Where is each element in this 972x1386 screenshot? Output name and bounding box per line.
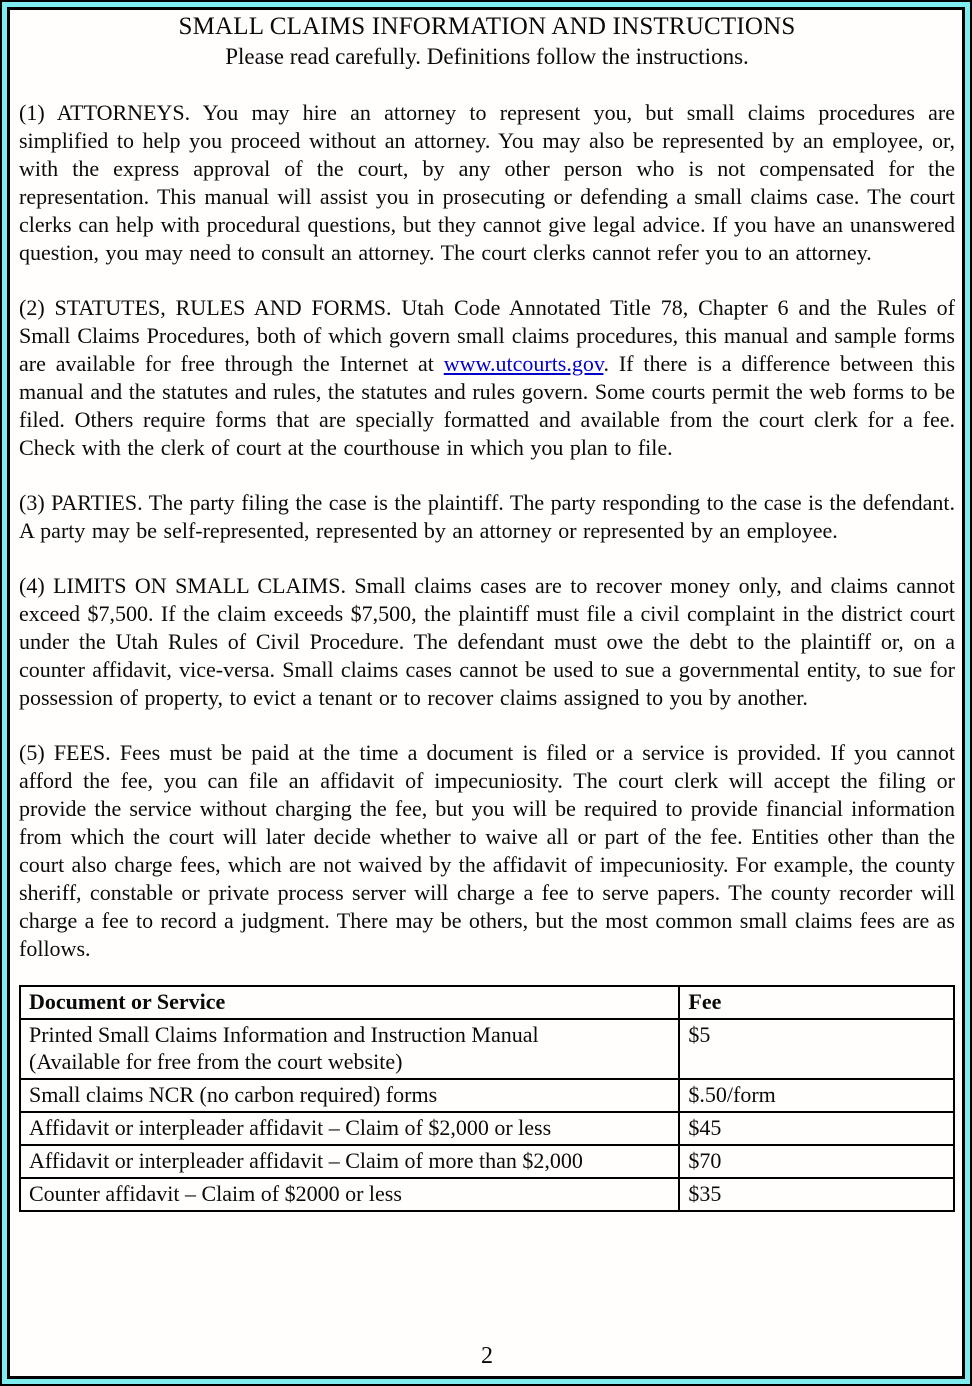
page-subtitle: Please read carefully. Definitions follow the instructions.: [225, 44, 749, 69]
table-row: [20, 1178, 954, 1211]
service-cell: Affidavit or interpleader affidavit – Claim of $2,000 or less: [20, 1112, 679, 1145]
page-title: SMALL CLAIMS INFORMATION AND INSTRUCTIONS: [178, 13, 796, 40]
fee-table: [19, 985, 955, 1212]
paragraph-limits: [19, 572, 955, 712]
service-cell: Affidavit or interpleader affidavit – Claim of more than $2,000: [20, 1145, 679, 1178]
fee-cell: $5: [679, 1019, 954, 1079]
service-note-text: (Available for free from the court website): [29, 1049, 403, 1074]
service-cell: [20, 1019, 679, 1079]
utcourts-gov-link[interactable]: www.utcourts.gov: [443, 351, 604, 376]
paragraph-parties-text: (3) PARTIES. The party filing the case is the plaintiff. The party responding to the case is the defendant. A party may be self-represented, represented by an attorney or represented by an employee.: [19, 490, 955, 543]
page-number: 2: [481, 1343, 493, 1369]
paragraph-limits-text: (4) LIMITS ON SMALL CLAIMS. Small claims cases are to recover money only, and claims cannot exceed $7,500. If the claim exceeds $7,500, the plaintiff must file a civil complaint in the district court under the Utah Rules of Civil Procedure. The defendant must owe the debt to the plaintiff or, on a counter affidavit, vice-versa. Small claims cases cannot be used to sue a governmental entity, to sue for possession of property, to evict a tenant or to recover claims assigned to you by another.: [19, 573, 955, 710]
paragraph-fees: [19, 739, 955, 963]
paragraph-statutes-text-before: (2) STATUTES, RULES AND FORMS. Utah Code Annotated Title 78, Chapter 6 and the Rules of Small Claims Procedures, both of which govern small claims procedures, this manual and sample forms are available for free through the Internet at: [19, 295, 955, 376]
table-row: [20, 1145, 954, 1178]
fee-cell: $70: [679, 1145, 954, 1178]
paragraph-statutes-text-after: . If there is a difference between this manual and the statutes and rules, the statutes and rules govern. Some courts permit the web forms to be filed. Others require forms that are specially formatted and available from the court clerk for a fee. Check with the clerk of court at the courthouse in which you plan to file.: [19, 351, 956, 460]
service-cell: Counter affidavit – Claim of $2000 or less: [20, 1178, 679, 1211]
fee-cell: $45: [679, 1112, 954, 1145]
paragraph-parties: [19, 489, 955, 545]
paragraph-attorneys: [19, 99, 955, 267]
table-row: [20, 1112, 954, 1145]
fee-table-header-row: [20, 986, 954, 1019]
document-header: [19, 12, 955, 72]
paragraph-statutes-rules-forms: [19, 294, 955, 462]
fee-table-header-fee: Fee: [679, 986, 954, 1019]
document-page: [7, 7, 965, 1379]
service-text: Printed Small Claims Information and Instruction Manual: [29, 1022, 539, 1047]
table-row: [20, 1019, 954, 1079]
table-row: [20, 1079, 954, 1112]
paragraph-attorneys-text: (1) ATTORNEYS. You may hire an attorney to represent you, but small claims procedures are simplified to help you proceed without an attorney. You may also be represented by an employee, or, with the express approval of the court, by any other person who is not compensated for the representation. This manual will assist you in prosecuting or defending a small claims case. The court clerks can help with procedural questions, but they cannot give legal advice. If you have an unanswered question, you may need to consult an attorney. The court clerks cannot refer you to an attorney.: [19, 100, 955, 265]
service-cell: Small claims NCR (no carbon required) forms: [20, 1079, 679, 1112]
paragraph-fees-text: (5) FEES. Fees must be paid at the time a document is filed or a service is provided. If you cannot afford the fee, you can file an affidavit of impecuniosity. The court clerk will accept the filing or provide the service without charging the fee, but you will be required to provide financial information from which the court will later decide whether to waive all or part of the fee. Entities other than the court also charge fees, which are not waived by the affidavit of impecuniosity. For example, the county sheriff, constable or private process server will charge a fee to serve papers. The county recorder will charge a fee to record a judgment. There may be others, but the most common small claims fees are as follows.: [19, 740, 955, 961]
fee-table-header-service: Document or Service: [20, 986, 679, 1019]
fee-cell: $.50/form: [679, 1079, 954, 1112]
fee-cell: $35: [679, 1178, 954, 1211]
